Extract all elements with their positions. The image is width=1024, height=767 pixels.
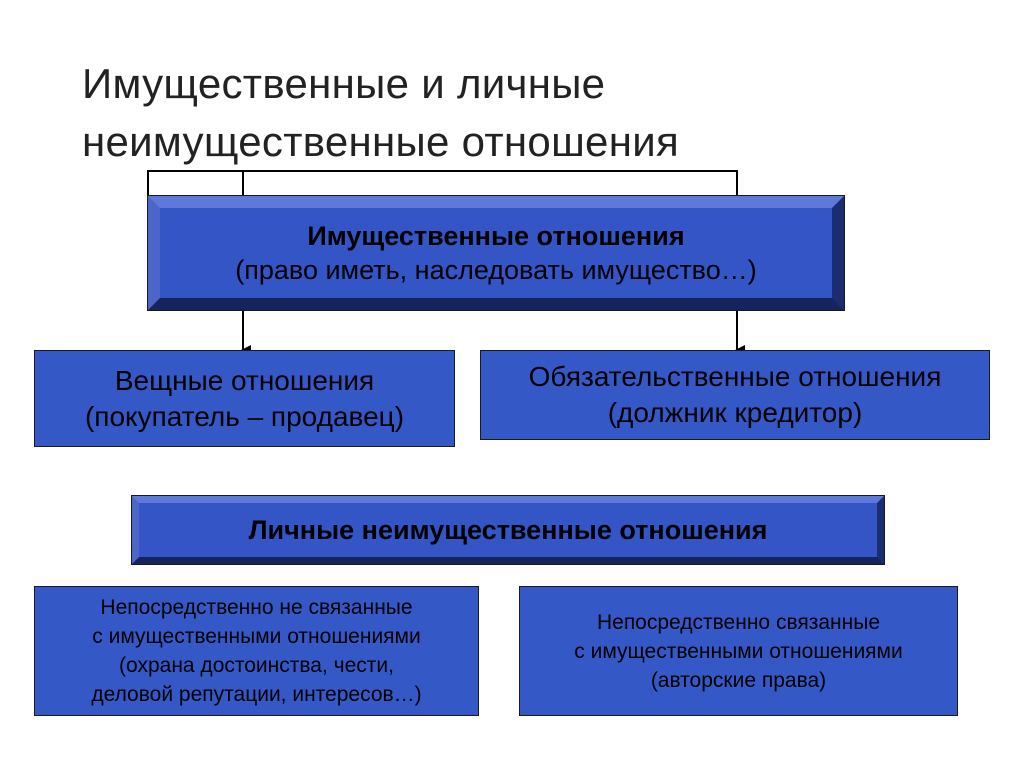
not-related-line-2: с имущественными отношениями xyxy=(92,625,421,648)
not-related-box xyxy=(34,586,479,716)
related-line-1: Непосредственно связанные xyxy=(596,610,881,634)
not-related-line-1: Непосредственно не связанные xyxy=(100,596,413,619)
real-relations-title: Вещные отношения xyxy=(114,364,375,396)
related-line-2: с имущественными отношениями xyxy=(574,639,903,663)
related-box xyxy=(519,586,958,716)
title-line-2: неимущественные отношения xyxy=(82,118,680,165)
real-relations-subtitle: (покупатель – продавец) xyxy=(84,400,405,432)
property-relations-heading: Имущественные отношения xyxy=(307,221,685,251)
not-related-line-4: деловой репутации, интересов…) xyxy=(91,683,422,706)
not-related-line-3: (охрана достоинства, чести, xyxy=(119,654,394,677)
personal-relations-box xyxy=(132,496,884,564)
related-line-3: (авторские права) xyxy=(650,668,827,692)
obligation-relations-box xyxy=(480,350,990,440)
bracket-line xyxy=(148,171,737,196)
personal-relations-heading: Личные неимущественные отношения xyxy=(248,515,768,545)
real-relations-box xyxy=(34,350,455,447)
obligation-relations-subtitle: (должник кредитор) xyxy=(607,397,863,428)
title-line-1: Имущественные и личные xyxy=(82,60,606,107)
obligation-relations-title: Обязательственные отношения xyxy=(528,361,942,392)
property-relations-subtitle: (право иметь, наследовать имущество…) xyxy=(235,255,757,285)
property-relations-box xyxy=(148,196,844,310)
